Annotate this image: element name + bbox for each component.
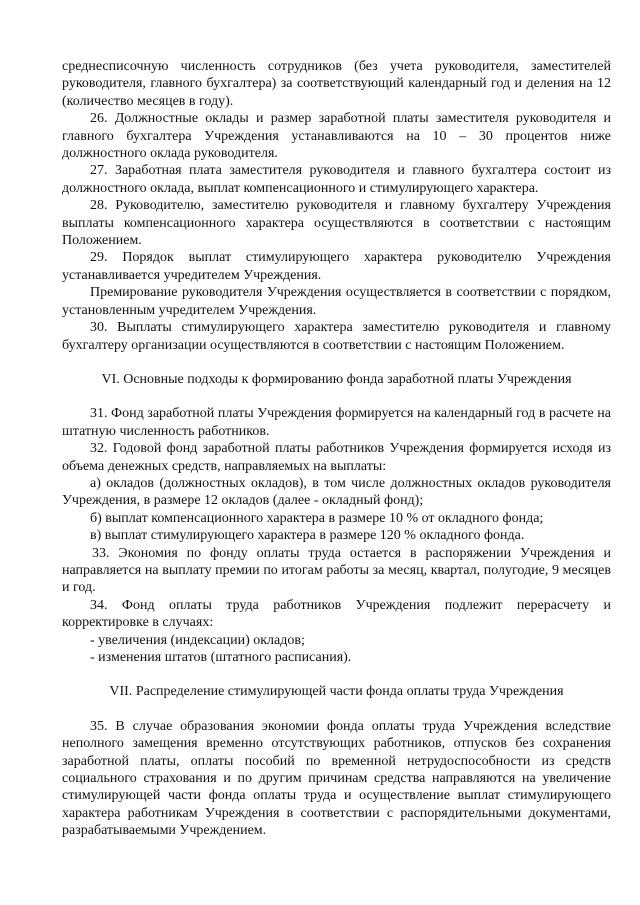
paragraph-26: 26. Должностные оклады и размер заработной платы заместителя руководителя и главного бухгалтера Учреждения устанавливаются на 10 – 30 процентов ниже должностного оклада руководителя. [62, 111, 611, 162]
list-item-staff-change: - изменения штатов (штатного расписания). [90, 650, 352, 665]
paragraph-35: 35. В случае образования экономии фонда оплаты труда Учреждения вследствие неполного замещения временно отсутствующих работников, отпусков без сохранения заработной платы, оплаты пособий по временной нетрудоспособности из средств социального страхования и по другим причинам средства направляются на увеличение стимулирующей части фонда оплаты труда и осуществление выплат стимулирующего характера работникам Учреждения в соответствии с распорядительными документами, разрабатываемыми Учреждением. [62, 718, 611, 839]
list-item-c: в) выплат стимулирующего характера в размере 120 % окладного фонда. [90, 528, 525, 544]
section-7-heading: VII. Распределение стимулирующей части фонда оплаты труда Учреждения [109, 684, 564, 700]
spacer [62, 701, 611, 718]
paragraph-28: 28. Руководителю, заместителю руководителя и главному бухгалтеру Учреждения выплаты компенсационного характера осуществляются в соответствии с настоящим Положением. [62, 198, 611, 249]
list-item-indexation: - увеличения (индексации) окладов; [90, 632, 305, 648]
list-item-a: а) окладов (должностных окладов), в том числе должностных окладов руководителя Учреждения, в размере 12 окладов (далее - окладный фонд); [62, 475, 611, 509]
paragraph-29: 29. Порядок выплат стимулирующего характера руководителю Учреждения устанавливается учредителем Учреждения. [62, 250, 611, 283]
section-6-heading: VI. Основные подходы к формированию фонда заработной платы Учреждения [101, 371, 572, 387]
spacer [62, 666, 611, 683]
paragraph-continuation: среднесписочную численность сотрудников (без учета руководителя, заместителей руководителя, главного бухгалтера) за соответствующий календарный год и деления на 12 (количество месяцев в году). [62, 59, 611, 109]
spacer [62, 388, 611, 405]
paragraph-31: 31. Фонд заработной платы Учреждения формируется на календарный год в расчете на штатную численность работников. [62, 406, 611, 439]
paragraph-29-bonus: Премирование руководителя Учреждения осуществляется в соответствии с порядком, установленным учредителем Учреждения. [62, 285, 611, 318]
paragraph-34: 34. Фонд оплаты труда работников Учреждения подлежит перерасчету и корректировке в случаях: [62, 597, 611, 631]
spacer [62, 354, 611, 371]
paragraph-33: 33. Экономия по фонду оплаты труда остается в распоряжении Учреждения и направляется на выплату премии по итогам работы за месяц, квартал, полугодие, 9 месяцев и год. [62, 545, 611, 596]
paragraph-30: 30. Выплаты стимулирующего характера заместителю руководителя и главному бухгалтеру организации осуществляются в соответствии с настоящим Положением. [62, 320, 611, 353]
paragraph-32: 32. Годовой фонд заработной платы работников Учреждения формируется исходя из объема денежных средств, направляемых на выплаты: [62, 441, 611, 474]
list-item-b: б) выплат компенсационного характера в размере 10 % от окладного фонда; [90, 510, 544, 526]
document-page [62, 58, 611, 840]
paragraph-27: 27. Заработная плата заместителя руководителя и главного бухгалтера состоит из должностного оклада, выплат компенсационного и стимулирующего характера. [62, 163, 611, 196]
